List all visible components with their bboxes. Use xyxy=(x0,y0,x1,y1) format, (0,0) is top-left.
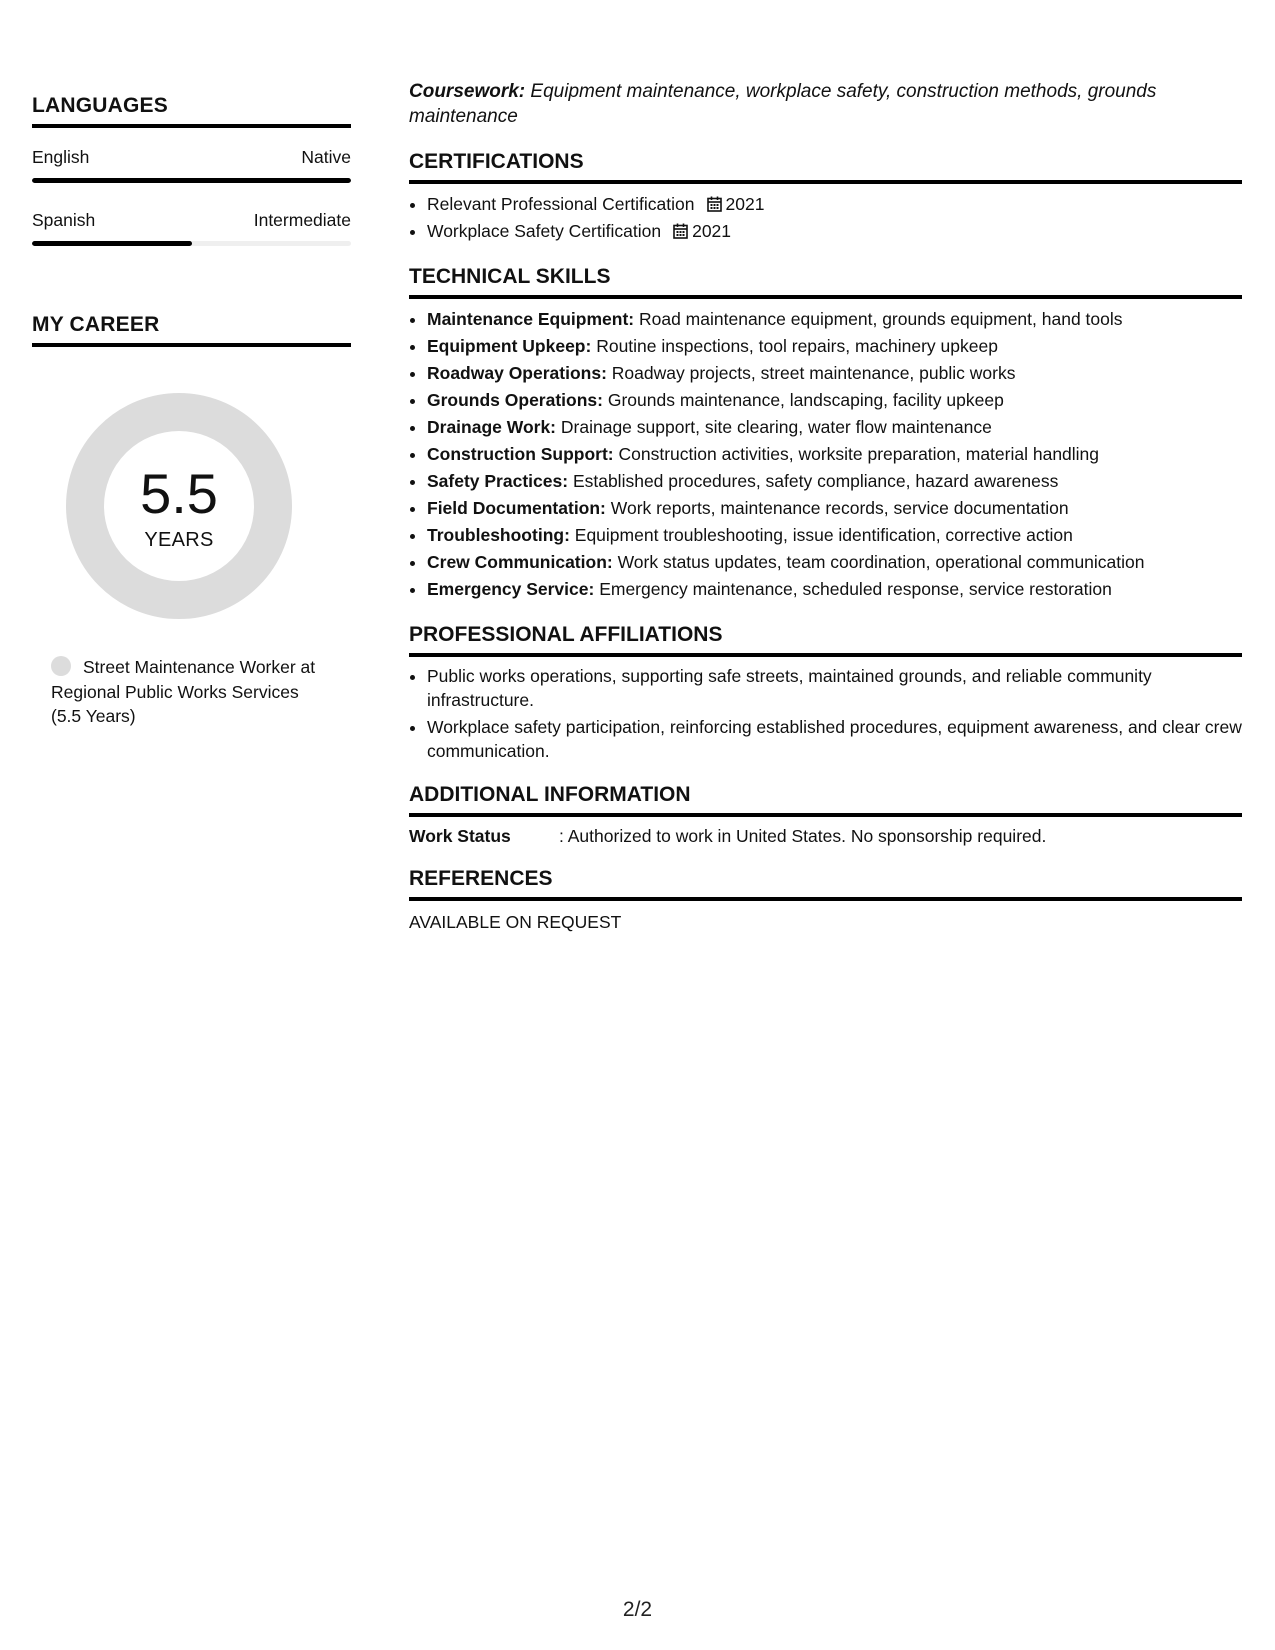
skill-label: Maintenance Equipment: xyxy=(427,309,635,329)
skill-label: Safety Practices: xyxy=(427,471,569,491)
skill-item xyxy=(427,468,1242,495)
skill-label: Equipment Upkeep: xyxy=(427,336,592,356)
language-item xyxy=(32,209,351,246)
coursework-label: Coursework: xyxy=(409,81,526,102)
work-status-value: : Authorized to work in United States. No sponsorship required. xyxy=(559,826,1047,846)
additional-info-heading: ADDITIONAL INFORMATION xyxy=(409,783,1242,817)
skill-text: Road maintenance equipment, grounds equipment, hand tools xyxy=(638,309,1123,329)
skill-label: Emergency Service: xyxy=(427,579,595,599)
language-proficiency-fill xyxy=(32,241,192,246)
skill-text: Construction activities, worksite preparation, material handling xyxy=(618,444,1100,464)
technical-skills-section xyxy=(409,265,1242,603)
coursework-text: Equipment maintenance, workplace safety, construction methods, grounds maintenance xyxy=(409,81,1157,127)
skill-text: Routine inspections, tool repairs, machinery upkeep xyxy=(596,336,998,356)
right-column xyxy=(409,80,1242,933)
skill-text: Established procedures, safety compliance, hazard awareness xyxy=(572,471,1059,491)
skill-item xyxy=(427,495,1242,522)
coursework xyxy=(409,80,1242,129)
skill-text: Grounds maintenance, landscaping, facility upkeep xyxy=(607,390,1004,410)
career-entry xyxy=(51,655,321,729)
skill-label: Field Documentation: xyxy=(427,498,606,518)
certification-year: 2021 xyxy=(692,221,732,241)
career-entry-text: Street Maintenance Worker at Regional Public Works Services (5.5 Years) xyxy=(51,657,316,726)
technical-skills-heading: TECHNICAL SKILLS xyxy=(409,265,1242,299)
skill-item xyxy=(427,360,1242,387)
calendar-icon xyxy=(707,196,722,212)
skill-item xyxy=(427,549,1242,576)
skill-text: Drainage support, site clearing, water flow maintenance xyxy=(560,417,992,437)
skill-label: Grounds Operations: xyxy=(427,390,603,410)
language-name: English xyxy=(32,147,90,167)
certification-name: Relevant Professional Certification xyxy=(427,194,695,214)
skill-item xyxy=(427,414,1242,441)
affiliations-section xyxy=(409,623,1242,763)
skill-text: Roadway projects, street maintenance, public works xyxy=(611,363,1016,383)
certification-item xyxy=(427,218,1242,245)
certifications-heading: CERTIFICATIONS xyxy=(409,150,1242,184)
affiliation-item: • Workplace safety participation, reinforcing established procedures, equipment awareness, and clear crew communication. xyxy=(427,715,1242,763)
skill-text: Work status updates, team coordination, operational communication xyxy=(617,552,1145,572)
work-status-label: Work Status xyxy=(409,826,511,846)
skill-label: Construction Support: xyxy=(427,444,614,464)
page-number: 2/2 xyxy=(622,1598,653,1621)
skill-item xyxy=(427,387,1242,414)
language-name: Spanish xyxy=(32,210,96,230)
skill-label: Troubleshooting: xyxy=(427,525,570,545)
skill-text: Emergency maintenance, scheduled response, service restoration xyxy=(599,579,1112,599)
additional-info-section xyxy=(409,783,1242,847)
skill-label: Crew Communication: xyxy=(427,552,613,572)
skill-item xyxy=(427,441,1242,468)
career-years-value: 5.5 xyxy=(140,462,218,525)
certification-year: 2021 xyxy=(725,194,765,214)
career-heading: MY CAREER xyxy=(32,313,351,347)
skill-text: Equipment troubleshooting, issue identification, corrective action xyxy=(574,525,1073,545)
certification-name: Workplace Safety Certification xyxy=(427,221,662,241)
language-proficiency-bar xyxy=(32,241,351,246)
references-text: AVAILABLE ON REQUEST xyxy=(409,912,622,932)
language-proficiency-fill xyxy=(32,178,351,183)
references-heading: REFERENCES xyxy=(409,867,1242,901)
references-section xyxy=(409,867,1242,933)
skill-item xyxy=(427,306,1242,333)
career-years-donut xyxy=(66,393,292,619)
affiliation-item: • Public works operations, supporting safe streets, maintained grounds, and reliable community infrastructure. xyxy=(427,664,1242,712)
certification-item xyxy=(427,191,1242,218)
career-years-unit: YEARS xyxy=(144,529,214,551)
skill-item xyxy=(427,576,1242,603)
calendar-icon xyxy=(673,223,688,239)
affiliations-heading: PROFESSIONAL AFFILIATIONS xyxy=(409,623,1242,657)
languages-heading: LANGUAGES xyxy=(32,94,351,128)
affiliations-list xyxy=(409,664,1242,763)
language-proficiency-bar xyxy=(32,178,351,183)
language-item xyxy=(32,146,351,183)
language-level: Native xyxy=(301,147,351,167)
certifications-section xyxy=(409,150,1242,245)
skill-item xyxy=(427,522,1242,549)
work-status-row xyxy=(409,825,1242,847)
languages-list xyxy=(32,146,351,246)
skill-item xyxy=(427,333,1242,360)
career-legend-dot-icon xyxy=(51,656,71,676)
skill-text: Work reports, maintenance records, service documentation xyxy=(610,498,1069,518)
skill-label: Drainage Work: xyxy=(427,417,557,437)
technical-skills-list xyxy=(409,306,1242,603)
certifications-list xyxy=(409,191,1242,245)
language-level: Intermediate xyxy=(253,210,351,230)
skill-label: Roadway Operations: xyxy=(427,363,607,383)
left-column xyxy=(32,94,351,729)
